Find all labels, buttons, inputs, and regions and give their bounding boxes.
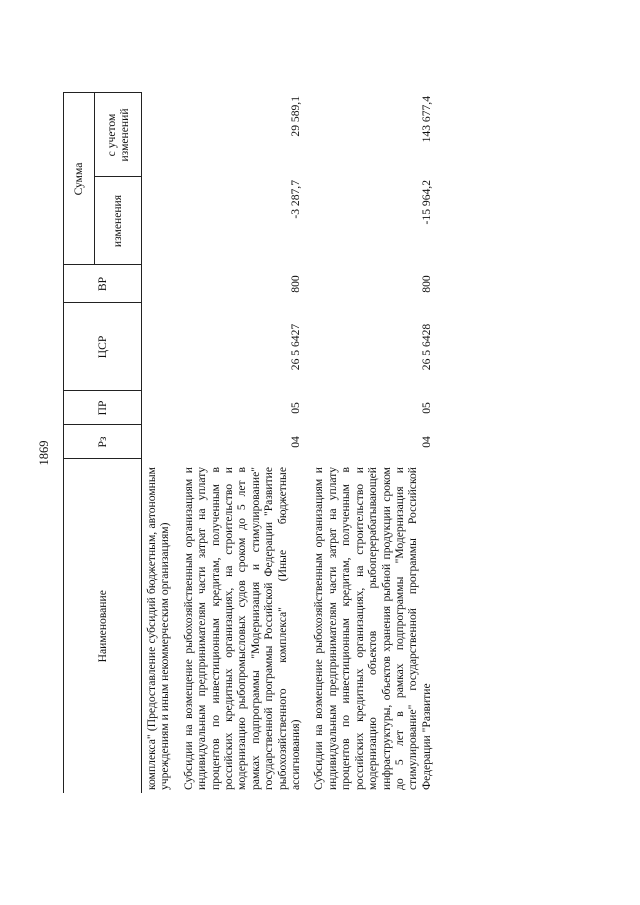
- row-rz-cell: 04: [419, 435, 433, 448]
- column-header-vr: ВР: [64, 265, 142, 303]
- table-row: [174, 93, 305, 793]
- row-with-change-cell: 29 589,1: [289, 95, 303, 137]
- row-name-cell: Субсидии на возмещение рыбохозяйственным организациям и индивидуальным предпринимателям части затрат на уплату процентов по инвестиционным кредитам, полученным в российских кредитных организациях, на строительство и модернизацию рыбопромысловых судов сроком до 5 лет в рамках подпрограммы "Модернизация и стимулирование" государственной программы Российской Федерации "Развитие рыбохозяйственного комплекса" (Иные бюджетные ассигнования): [181, 466, 303, 790]
- row-change-cell: -3 287,7: [289, 179, 303, 219]
- row-name-cell: Субсидии на возмещение рыбохозяйственным организациям и индивидуальным предпринимателям части затрат на уплату процентов по инвестиционным кредитам, полученным в российских кредитных организациях, на строительство и модернизацию объектов рыбоперерабатывающей инфраструктуры, объектов хранения рыбной продукции сроком до 5 лет в рамках подпрограммы "Модернизация и стимулирование" государственной программы Российской Федерации "Развитие: [312, 466, 433, 790]
- column-header-sum: Сумма: [64, 93, 95, 265]
- column-header-rz: Рз: [64, 425, 142, 459]
- row-csr-cell: [142, 303, 174, 391]
- budget-table: [63, 92, 435, 793]
- row-pr-cell: 05: [419, 401, 433, 414]
- table-row: [304, 93, 435, 793]
- table-row: [142, 93, 174, 793]
- row-with-change-cell: 143 677,4: [419, 95, 433, 142]
- row-rz-cell: 04: [289, 435, 303, 448]
- row-csr-cell: 26 5 6427: [289, 323, 303, 370]
- row-vr-cell: [142, 265, 174, 303]
- header-row-top: [64, 93, 95, 793]
- row-pr-cell: [142, 391, 174, 425]
- row-name-cell: комплекса" (Предоставление субсидий бюджетным, автономным учреждениям и иным некоммерческим организациям): [145, 466, 172, 790]
- row-rz-cell: [142, 425, 174, 459]
- row-change-cell: [142, 177, 174, 265]
- rotated-document-sheet: [33, 29, 607, 877]
- column-header-with-change: с учетом изменений: [95, 93, 142, 177]
- column-header-name: Наименование: [64, 459, 142, 793]
- row-vr-cell: 800: [419, 274, 433, 293]
- row-csr-cell: 26 5 6428: [419, 323, 433, 370]
- row-with-change-cell: [142, 93, 174, 177]
- row-pr-cell: 05: [289, 401, 303, 414]
- column-header-csr: ЦСР: [64, 303, 142, 391]
- column-header-change: изменения: [95, 177, 142, 265]
- column-header-pr: ПР: [64, 391, 142, 425]
- page-number: 1869: [37, 440, 51, 465]
- row-change-cell: -15 964,2: [419, 179, 433, 224]
- row-vr-cell: 800: [289, 274, 303, 293]
